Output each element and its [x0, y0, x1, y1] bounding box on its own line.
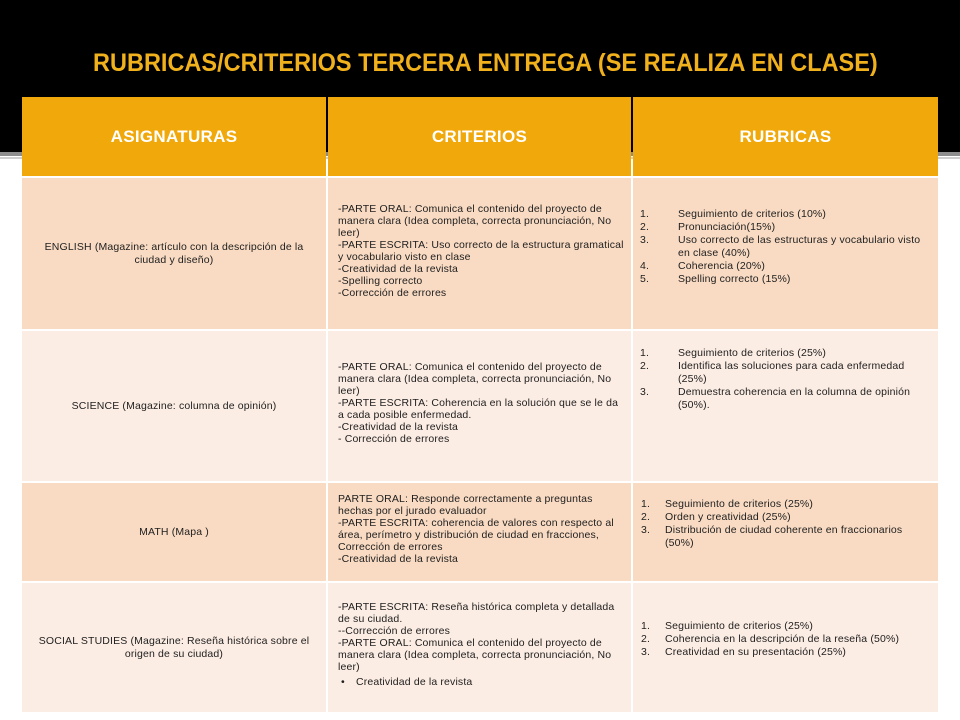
criteria-cell [328, 331, 631, 481]
rubric-text: Creatividad en su presentación (25%) [665, 646, 847, 658]
rubric-number: 4. [640, 260, 650, 272]
rubric-text: Identifica las soluciones para cada enfermedad (25%) [678, 360, 905, 385]
criteria-bullet-text: Creatividad de la revista [356, 676, 473, 688]
criteria-item: PARTE ORAL: Responde correctamente a preguntas hechas por el jurado evaluador [338, 493, 593, 517]
rubric-cell [633, 583, 938, 712]
criteria-item: - Corrección de errores [338, 433, 450, 445]
title-container [10, 48, 960, 78]
rubric-item [640, 208, 938, 221]
rubric-item [640, 273, 938, 286]
table-row-english [22, 178, 938, 329]
header-asignaturas: ASIGNATURAS [22, 97, 326, 176]
rubric-item [641, 633, 938, 646]
criteria-item: -PARTE ESCRITA: coherencia de valores con respecto al área, perímetro y distribución de ciudad en fracciones, Corrección de errores [338, 517, 614, 553]
criteria-cell [328, 583, 631, 712]
criteria-item: -PARTE ORAL: Comunica el contenido del proyecto de manera clara (Idea completa, correcta pronunciación, No leer) [338, 361, 612, 397]
criteria-item: -Creatividad de la revista [338, 421, 459, 433]
table-row-science [22, 331, 938, 481]
rubric-text: Orden y creatividad (25%) [665, 511, 791, 523]
rubric-number: 1. [641, 498, 651, 510]
rubric-text: Uso correcto de las estructuras y vocabulario visto en clase (40%) [678, 234, 921, 259]
rubric-cell [633, 331, 938, 481]
criteria-item: -PARTE ESCRITA: Reseña histórica completa y detallada de su ciudad. [338, 601, 615, 625]
header-rubricas: RUBRICAS [633, 97, 938, 176]
rubric-number: 3. [640, 234, 650, 246]
rubric-item [641, 620, 938, 633]
subject-cell: SOCIAL STUDIES (Magazine: Reseña histórica sobre el origen de su ciudad) [22, 583, 326, 712]
rubric-text: Demuestra coherencia en la columna de opinión (50%). [678, 386, 911, 411]
rubric-item [641, 498, 938, 511]
rubric-text: Seguimiento de criterios (25%) [665, 498, 814, 510]
subject-cell: MATH (Mapa ) [22, 483, 326, 581]
criteria-item: -Creatividad de la revista [338, 553, 459, 565]
rubric-text: Seguimiento de criterios (10%) [678, 208, 827, 220]
bullet-icon: • [341, 676, 345, 688]
rubric-text: Coherencia (20%) [678, 260, 766, 272]
rubric-item [641, 646, 938, 659]
rubric-number: 2. [640, 221, 650, 233]
rubric-item [640, 221, 938, 234]
criteria-item: --Corrección de errores [338, 625, 450, 637]
rubric-text: Coherencia en la descripción de la reseña (50%) [665, 633, 900, 645]
rubric-item [640, 260, 938, 273]
rubric-number: 1. [641, 620, 651, 632]
rubric-item [640, 386, 938, 412]
rubric-number: 1. [640, 208, 650, 220]
rubric-text: Seguimiento de criterios (25%) [665, 620, 814, 632]
criteria-cell [328, 483, 631, 581]
criteria-item: -Corrección de errores [338, 286, 447, 299]
rubric-item [640, 234, 938, 260]
rubric-item [640, 347, 938, 360]
criteria-item: -Spelling correcto [338, 274, 423, 287]
rubric-text: Distribución de ciudad coherente en fraccionarios (50%) [665, 524, 903, 549]
subject-cell: SCIENCE (Magazine: columna de opinión) [22, 331, 326, 481]
criteria-item: -PARTE ESCRITA: Coherencia en la solución que se le da a cada posible enfermedad. [338, 397, 619, 421]
rubric-text: Spelling correcto (15%) [678, 273, 791, 285]
rubric-number: 2. [640, 360, 650, 372]
rubric-number: 1. [640, 347, 650, 359]
table-header-row [22, 97, 938, 176]
rubric-number: 3. [640, 386, 650, 398]
rubric-number: 2. [641, 633, 651, 645]
rubric-cell [633, 178, 938, 329]
criteria-item: -PARTE ESCRITA: Uso correcto de la estructura gramatical y vocabulario visto en clase [338, 238, 624, 263]
criteria-item: -PARTE ORAL: Comunica el contenido del proyecto de manera clara (Idea completa, correcta pronunciación, No leer) [338, 202, 612, 239]
criteria-bullet-item [338, 676, 629, 688]
table-row-social-studies [22, 583, 938, 712]
rubric-table [22, 97, 938, 714]
rubric-item [641, 524, 938, 550]
rubric-number: 3. [641, 646, 651, 658]
criteria-item: -PARTE ORAL: Comunica el contenido del proyecto de manera clara (Idea completa, correcta pronunciación, No leer) [338, 637, 612, 673]
criteria-cell [328, 178, 631, 329]
rubric-number: 5. [640, 273, 650, 285]
table-row-math [22, 483, 938, 581]
rubric-item [641, 511, 938, 524]
rubric-number: 2. [641, 511, 651, 523]
slide-title: RUBRICAS/CRITERIOS TERCERA ENTREGA (SE REALIZA EN CLASE) [92, 49, 878, 77]
rubric-text: Seguimiento de criterios (25%) [678, 347, 827, 359]
rubric-text: Pronunciación(15%) [678, 221, 776, 233]
rubric-cell [633, 483, 938, 581]
header-criterios: CRITERIOS [328, 97, 631, 176]
subject-cell: ENGLISH (Magazine: artículo con la descripción de la ciudad y diseño) [22, 178, 326, 329]
rubric-number: 3. [641, 524, 651, 536]
criteria-item: -Creatividad de la revista [338, 262, 459, 275]
rubric-item [640, 360, 938, 386]
